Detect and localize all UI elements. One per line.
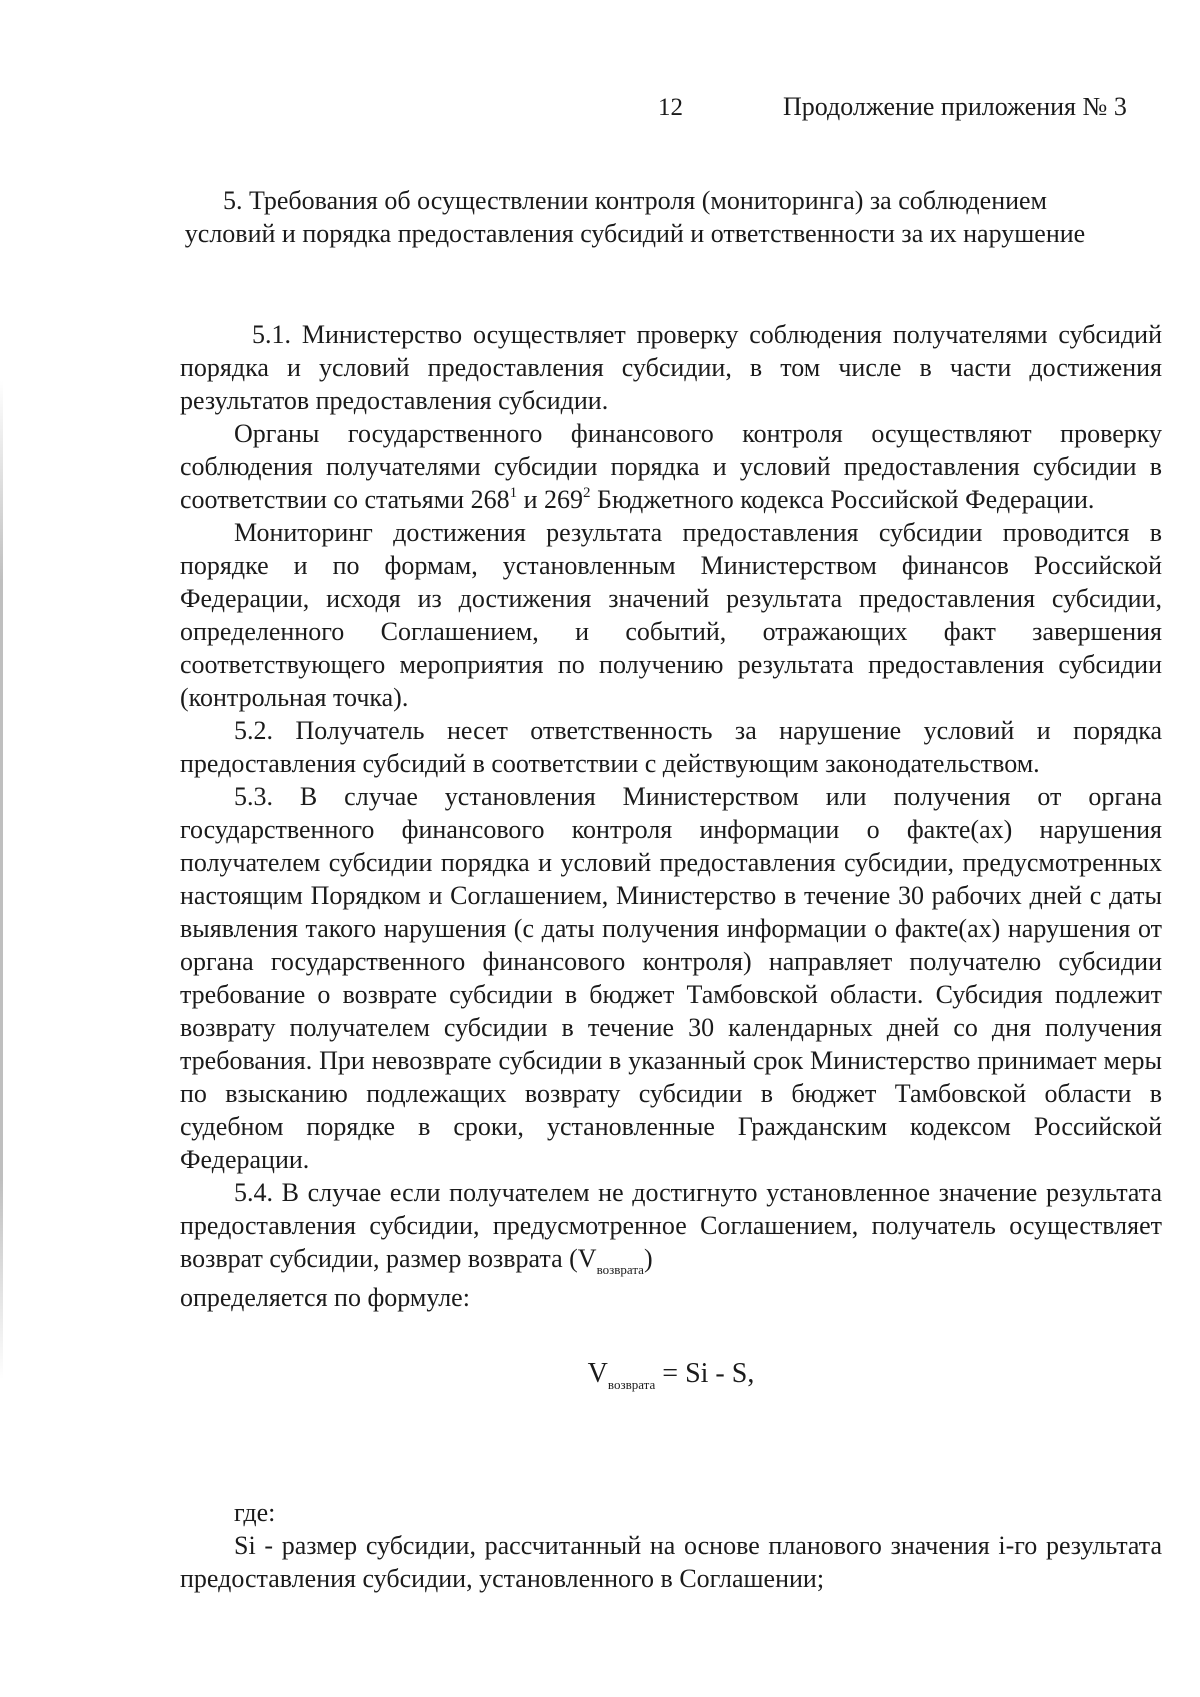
formula-rest: = Si - S, (655, 1358, 755, 1389)
paragraph-text: и 269 (517, 485, 584, 514)
document-body (180, 318, 1162, 1595)
paragraph-5-1: 5.1. Министерство осуществляет проверку соблюдения получателями субсидий порядка и условий предоставления субсидии, в том числе в части достижения результатов предоставления субсидии. (180, 320, 1162, 415)
scan-edge-shadow (0, 380, 3, 1380)
formula-subscript: возврата (607, 1377, 656, 1392)
section-title: 5. Требования об осуществлении контроля (мониторинга) за соблюдением условий и порядка предоставления субсидий и ответственности за их нарушение (184, 186, 1086, 248)
superscript: 2 (583, 485, 591, 501)
formula-block (180, 1354, 1162, 1474)
paragraph-5-2: 5.2. Получатель несет ответственность за нарушение условий и порядка предоставления субсидий в соответствии с действующим законодательством. (180, 716, 1162, 778)
appendix-continuation-label: Продолжение приложения № 3 (783, 92, 1127, 121)
paragraph-si-definition: Si - размер субсидии, рассчитанный на основе планового значения i-го результата предоставления субсидии, установленного в Соглашении; (180, 1531, 1162, 1593)
paragraph-5-4-end: определяется по формуле: (180, 1283, 470, 1312)
paragraph-text: 5.4. В случае если получателем не достигнуто установленное значение результата предоставления субсидии, предусмотренное Соглашением, получатель осуществляет возврат субсидии, размер возврата (V (180, 1178, 1162, 1273)
paragraph-5-3: 5.3. В случае установления Министерством или получения от органа государственного финансового контроля информации о факте(ах) нарушения получателем субсидии порядка и условий предоставления субсидии, предусмотренных настоящим Порядком и Соглашением, Министерство в течение 30 рабочих дней с даты выявления такого нарушения (с даты получения информации о факте(ах) нарушения от органа государственного финансового контроля) направляет получателю субсидии требование о возврате субсидии в бюджет Тамбовской области. Субсидия подлежит возврату получателем субсидии в течение 30 календарных дней со дня получения требования. При невозврате субсидии в указанный срок Министерство принимает меры по взысканию подлежащих возврату субсидии в бюджет Тамбовской области в судебном порядке в сроки, установленные Гражданским кодексом Российской Федерации. (180, 782, 1162, 1174)
formula (180, 1354, 1162, 1394)
paragraph-5-4 (180, 1176, 1162, 1275)
paragraph-where: где: (234, 1498, 276, 1527)
superscript: 1 (509, 485, 518, 501)
formula-v: V (587, 1358, 608, 1389)
paragraph-text: ) (643, 1244, 653, 1273)
paragraph-monitoring: Мониторинг достижения результата предоставления субсидии проводится в порядке и по формам, установленным Министерством финансов Российской Федерации, исходя из достижения значений результата предоставления субсидии, определенного Соглашением, и событий, отражающих факт завершения соответствующего мероприятия по получению результата предоставления субсидии (контрольная точка). (180, 518, 1162, 712)
paragraph-financial-control (180, 417, 1162, 516)
page-number: 12 (658, 94, 683, 121)
paragraph-text: Органы государственного финансового контроля осуществляют проверку соблюдения получателями субсидии порядка и условий предоставления субсидии в соответствии со статьями 268 (180, 419, 1162, 514)
subscript: возврата (596, 1262, 644, 1277)
paragraph-text: Бюджетного кодекса Российской Федерации. (590, 485, 1095, 514)
